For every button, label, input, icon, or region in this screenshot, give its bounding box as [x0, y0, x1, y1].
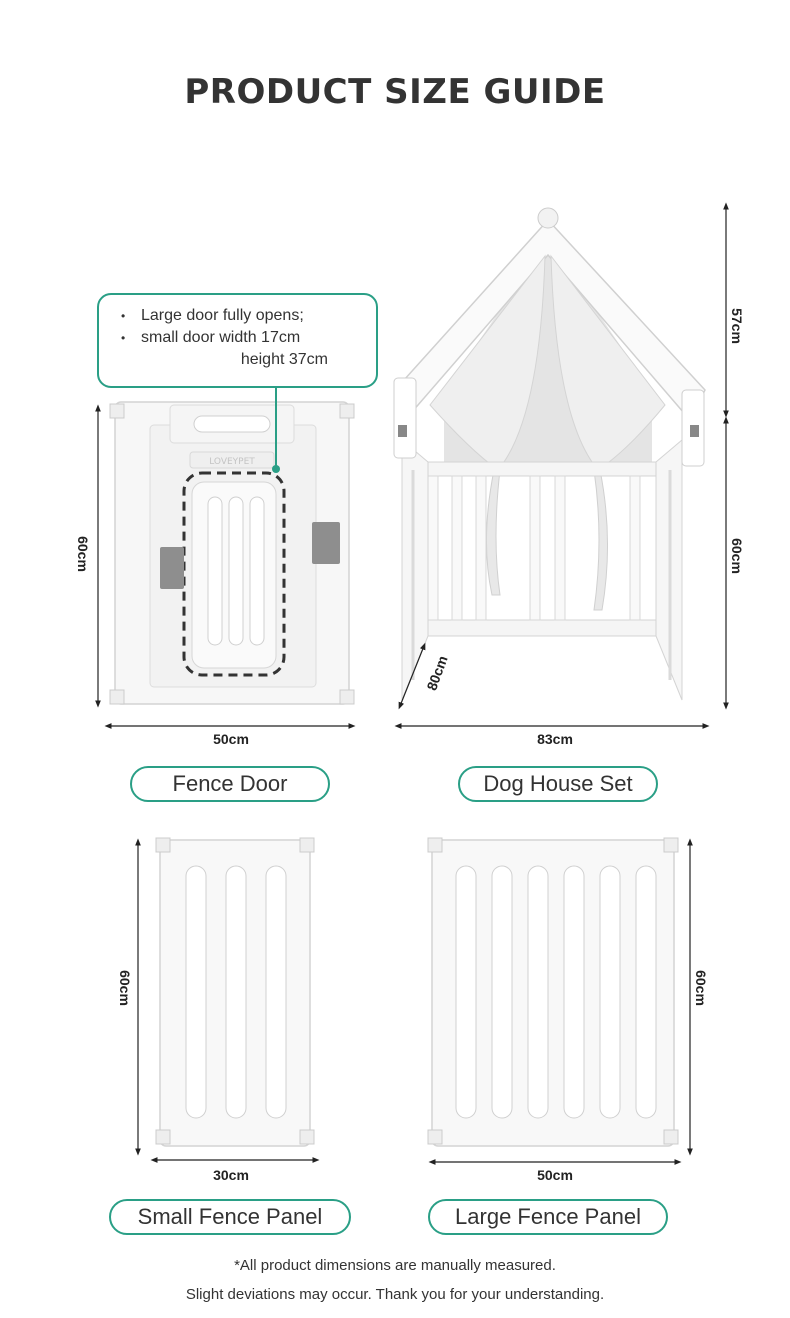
- large-fence-panel-label: Large Fence Panel: [428, 1199, 668, 1235]
- large-panel-width-label: 50cm: [537, 1167, 573, 1183]
- small-panel-width-label: 30cm: [213, 1167, 249, 1183]
- small-fence-panel-label: Small Fence Panel: [109, 1199, 351, 1235]
- fence-door-height-label: 60cm: [75, 536, 91, 572]
- small-panel-height-label: 60cm: [117, 970, 133, 1006]
- small-fence-panel-image: [156, 838, 314, 1146]
- callout-line-1: • Large door fully opens;: [121, 305, 362, 327]
- large-panel-height-label: 60cm: [693, 970, 709, 1006]
- footer-note-1: *All product dimensions are manually measured.: [234, 1257, 556, 1274]
- door-callout: [97, 293, 378, 388]
- page-title: PRODUCT SIZE GUIDE: [184, 72, 606, 112]
- fence-door-image: [110, 402, 354, 704]
- dog-house-width-label: 83cm: [537, 731, 573, 747]
- dog-house-set-label: Dog House Set: [458, 766, 658, 802]
- callout-line-2: • small door width 17cm: [121, 327, 362, 349]
- dog-house-depth-label: 80cm: [423, 653, 451, 693]
- callout-line-3: height 37cm: [240, 351, 328, 368]
- large-fence-panel-image: [428, 838, 678, 1146]
- dog-house-wall-height-label: 60cm: [729, 538, 745, 574]
- dog-house-image: [394, 208, 705, 700]
- dog-house-roof-height-label: 57cm: [729, 308, 745, 344]
- footer-note-2: Slight deviations may occur. Thank you for your understanding.: [185, 1286, 605, 1303]
- brand-label: LOVEYPET: [209, 457, 255, 467]
- fence-door-width-label: 50cm: [213, 731, 249, 747]
- fence-door-label: Fence Door: [130, 766, 330, 802]
